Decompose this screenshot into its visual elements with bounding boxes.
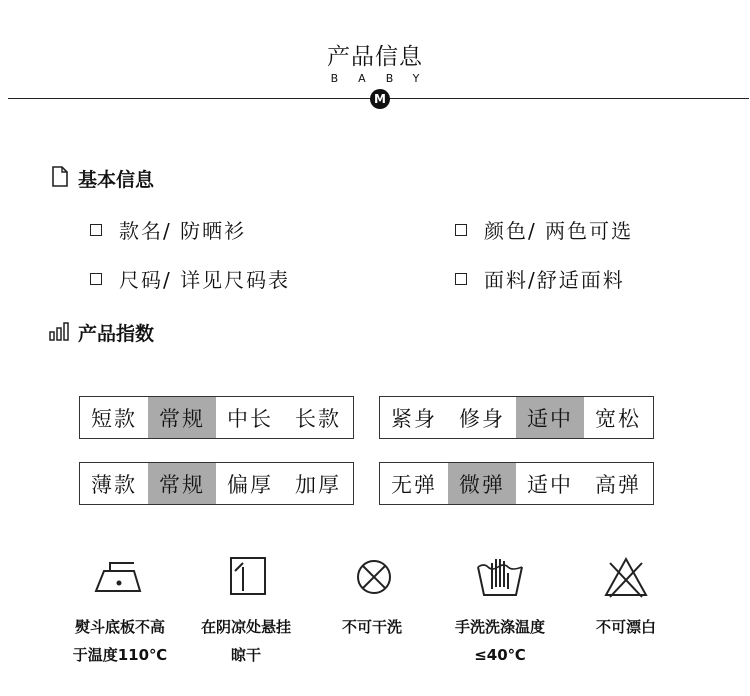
scale-option: 中长 (227, 406, 273, 431)
care-label-hand-wash (435, 613, 565, 669)
scale-option-selected: 适中 (516, 397, 584, 438)
care-line: 在阴凉处悬挂 (200, 618, 291, 636)
scale-option: 修身 (459, 406, 505, 431)
scale-option-selected: 常规 (148, 463, 216, 504)
care-line: 不可干洗 (341, 618, 402, 636)
scale-option: 薄款 (91, 472, 137, 497)
scale-option: 偏厚 (227, 472, 273, 497)
scale-option: 加厚 (295, 472, 341, 497)
care-label-line-dry (181, 613, 311, 669)
no-dry-clean-icon (344, 553, 404, 607)
scale-option: 宽松 (595, 406, 641, 431)
property-label: 尺码/ 详见尺码表 (119, 268, 291, 292)
property-label: 颜色/ 两色可选 (484, 219, 634, 243)
thickness-scale (79, 462, 354, 505)
scale-option: 紧身 (391, 406, 437, 431)
scale-option: 高弹 (595, 472, 641, 497)
no-bleach-icon (596, 553, 656, 607)
property-size (90, 264, 290, 293)
scale-option: 长款 (295, 406, 341, 431)
care-line: 不可漂白 (595, 618, 656, 636)
size-badge: M (370, 89, 390, 109)
document-icon (50, 166, 72, 192)
property-label: 款名/ 防晒衫 (119, 219, 247, 243)
checkbox-icon (455, 224, 467, 236)
property-color (455, 215, 633, 244)
bar-chart-icon (48, 320, 70, 346)
page-title: 产品信息 (327, 44, 423, 70)
care-line: ≤40℃ (474, 646, 526, 664)
line-dry-icon (218, 553, 278, 607)
care-label-no-dry-clean (307, 613, 437, 641)
care-label-iron (55, 613, 185, 669)
fit-scale (379, 396, 654, 439)
care-line: 熨斗底板不高 (74, 618, 165, 636)
property-fabric (455, 264, 625, 293)
scale-option: 无弹 (391, 472, 437, 497)
elasticity-scale (379, 462, 654, 505)
iron-icon (90, 553, 150, 607)
scale-option-selected: 常规 (148, 397, 216, 438)
scale-option: 短款 (91, 406, 137, 431)
care-line: 于温度110℃ (72, 646, 168, 664)
care-line: 晾干 (230, 646, 261, 664)
property-style-name (90, 215, 246, 244)
scale-option: 适中 (527, 472, 573, 497)
scale-option-selected: 微弹 (448, 463, 516, 504)
property-label: 面料/舒适面料 (484, 268, 625, 292)
basic-info-title: 基本信息 (78, 169, 155, 191)
care-line: 手洗洗涤温度 (454, 618, 545, 636)
length-scale (79, 396, 354, 439)
care-label-no-bleach (561, 613, 691, 641)
hand-wash-icon (470, 553, 530, 607)
checkbox-icon (455, 273, 467, 285)
checkbox-icon (90, 273, 102, 285)
checkbox-icon (90, 224, 102, 236)
page-subtitle: BABY (330, 72, 440, 85)
product-index-title: 产品指数 (78, 323, 155, 345)
